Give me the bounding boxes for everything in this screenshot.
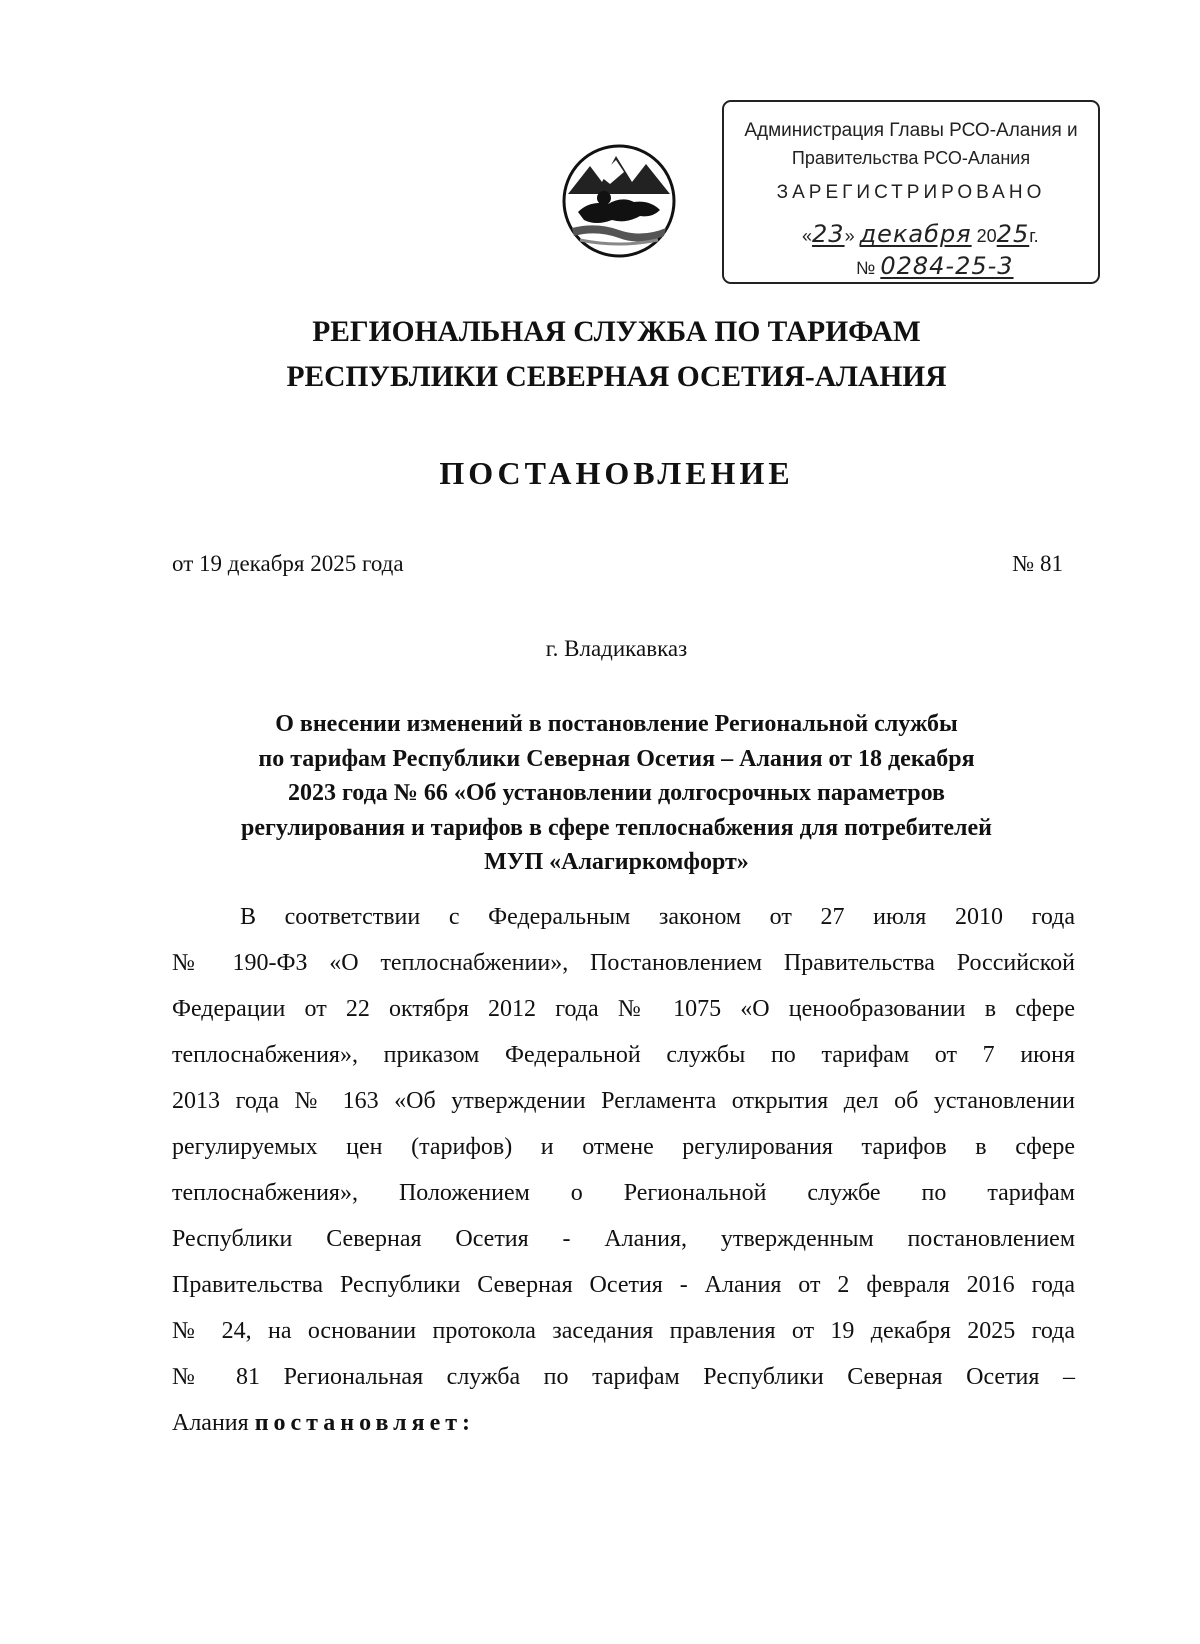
body-line: Правительства Республики Северная Осетия - Алания от 2 февраля 2016 года (172, 1272, 1075, 1298)
body-line: 2013 года № 163 «Об утверждении Регламента открытия дел об установлении (172, 1088, 1075, 1114)
stamp-date-day: 23 (812, 220, 845, 248)
registration-stamp (722, 100, 1100, 284)
decree-keyword: постановляет: (254, 1410, 476, 1436)
body-last-lead: Алания (172, 1410, 249, 1436)
document-date: от 19 декабря 2025 года (172, 551, 404, 576)
body-line: № 81 Региональная служба по тарифам Республики Северная Осетия – (172, 1364, 1075, 1390)
stamp-date-month: декабря (859, 220, 972, 248)
document-number: № 81 (1012, 551, 1063, 576)
org-name-line-1: РЕГИОНАЛЬНАЯ СЛУЖБА ПО ТАРИФАМ (312, 316, 921, 348)
body-line: В соответствии с Федеральным законом от 27 июля 2010 года (240, 904, 1075, 930)
title-line: регулирования и тарифов в сфере теплоснабжения для потребителей (241, 814, 992, 841)
body-line: Федерации от 22 октября 2012 года № 1075 «О ценообразовании в сфере (172, 996, 1075, 1022)
coat-of-arms-emblem (560, 142, 678, 260)
title-line: МУП «Алагиркомфорт» (484, 849, 749, 875)
stamp-year-suffix: 25 (996, 220, 1030, 248)
document-city: г. Владикавказ (545, 636, 688, 661)
stamp-reg-number (856, 252, 1014, 280)
stamp-date: «23» декабря 2025г. (802, 220, 1039, 248)
stamp-year-prefix: 20 (976, 226, 997, 246)
org-name-line-2: РЕСПУБЛИКИ СЕВЕРНАЯ ОСЕТИЯ-АЛАНИЯ (286, 361, 947, 393)
document-title (160, 707, 1073, 880)
stamp-line-1: Администрация Главы РСО-Алания и (744, 120, 1078, 141)
body-line: № 190-ФЗ «О теплоснабжении», Постановлением Правительства Российской (172, 950, 1075, 976)
title-line: О внесении изменений в постановление Региональной службы (275, 711, 958, 737)
title-line: по тарифам Республики Северная Осетия – Алания от 18 декабря (258, 745, 975, 772)
body-line: регулируемых цен (тарифов) и отмене регулирования тарифов в сфере (172, 1134, 1075, 1160)
body-line: теплоснабжения», приказом Федеральной службы по тарифам от 7 июня (172, 1042, 1075, 1068)
body-line: № 24, на основании протокола заседания правления от 19 декабря 2025 года (172, 1318, 1075, 1344)
body-line: Республики Северная Осетия - Алания, утвержденным постановлением (172, 1226, 1075, 1252)
stamp-reg-label: № (856, 258, 876, 278)
stamp-year-unit: г. (1029, 226, 1039, 246)
body-line: теплоснабжения», Положением о Региональной службе по тарифам (172, 1180, 1075, 1206)
stamp-reg-value: 0284-25-3 (880, 252, 1014, 280)
title-line: 2023 года № 66 «Об установлении долгосрочных параметров (287, 780, 946, 806)
stamp-registered-label: ЗАРЕГИСТРИРОВАНО (776, 182, 1046, 203)
body-line-last (172, 1410, 1075, 1437)
stamp-line-2: Правительства РСО-Алания (791, 148, 1031, 168)
document-type-heading: ПОСТАНОВЛЕНИЕ (439, 455, 794, 491)
